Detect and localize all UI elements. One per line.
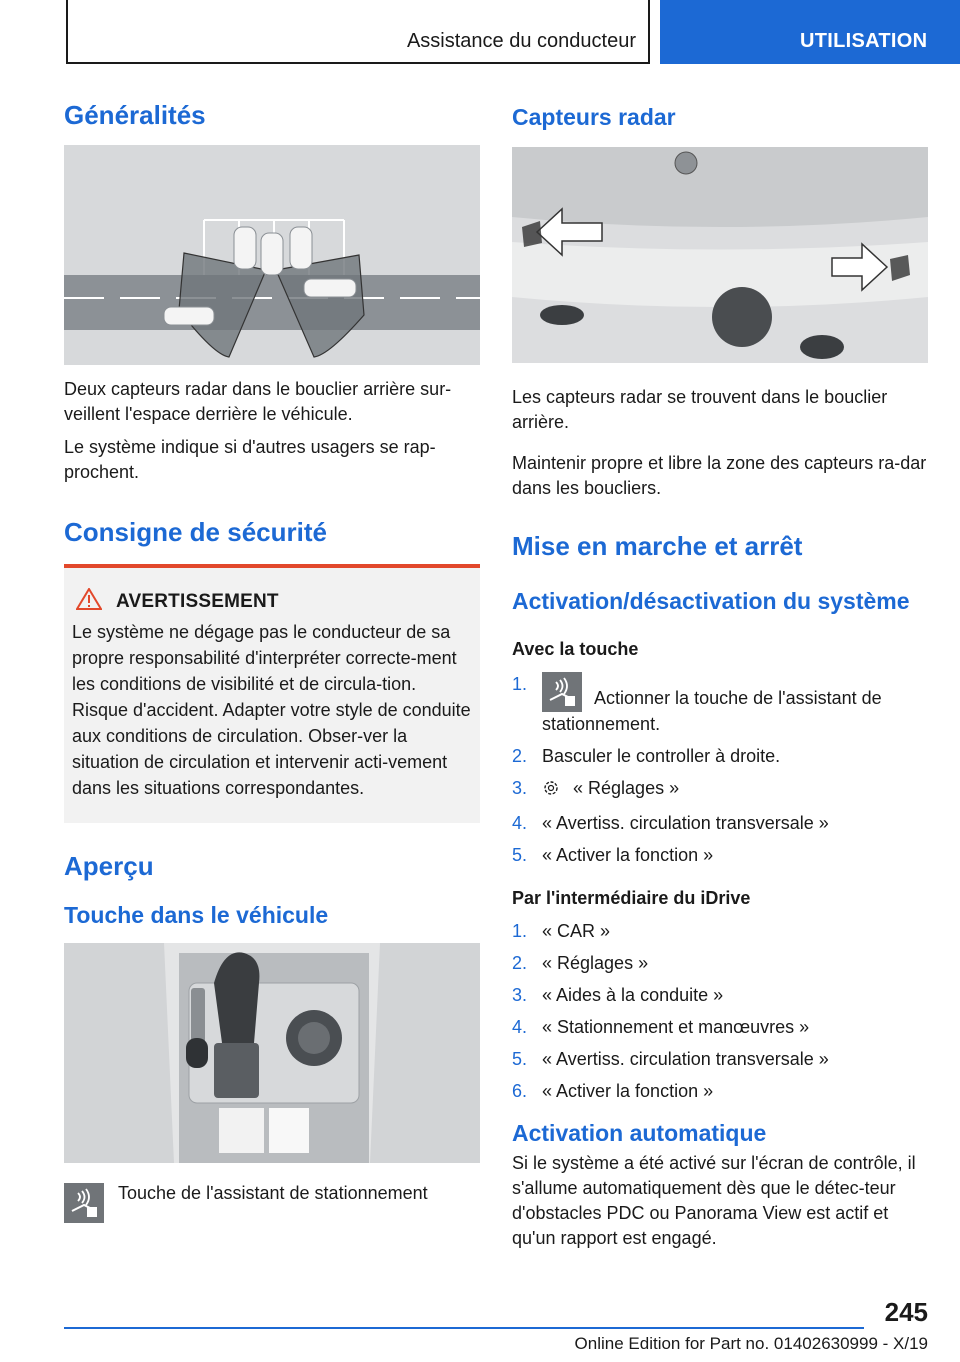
activation-heading: Activation/désactivation du système bbox=[512, 588, 910, 614]
list-item: 2. Basculer le controller à droite. bbox=[512, 746, 781, 766]
general-paragraph-1: Deux capteurs radar dans le bouclier arrière sur-veillent l'espace derrière le véhicule. bbox=[64, 379, 452, 424]
list-item: 4. « Avertiss. circulation transversale » bbox=[512, 813, 829, 833]
header-section-tab[interactable] bbox=[660, 0, 960, 64]
idrive-label: Par l'intermédiaire du iDrive bbox=[512, 888, 751, 908]
radar-paragraph-1: Les capteurs radar se trouvent dans le bouclier arrière. bbox=[512, 387, 888, 432]
with-button-steps bbox=[512, 672, 928, 868]
list-item: 3. « Aides à la conduite » bbox=[512, 985, 724, 1005]
section-label: UTILISATION bbox=[800, 30, 928, 52]
header-chapter-box bbox=[66, 0, 650, 64]
warning-triangle-icon bbox=[76, 588, 102, 615]
with-button-label: Avec la touche bbox=[512, 639, 639, 659]
warning-title: AVERTISSEMENT bbox=[116, 590, 279, 612]
footer-edition: Online Edition for Part no. 01402630999 - X/19 bbox=[574, 1334, 928, 1353]
center-console-svg bbox=[64, 943, 480, 1163]
page-number: 245 bbox=[884, 1297, 928, 1327]
radar-paragraph-2: Maintenir propre et libre la zone des capteurs ra-dar dans les boucliers. bbox=[512, 453, 927, 498]
auto-text: Si le système a été activé sur l'écran de contrôle, il s'allume automatiquement dès que le détec-teur d'obstacles PDC ou Panorama View est actif et qu'un rapport est engagé. bbox=[512, 1153, 916, 1248]
warning-text: Le système ne dégage pas le conducteur de sa propre responsabilité d'interpréter correcte-ment les conditions de visibilité et de circula-tion. Risque d'accident. Adapter votre style de conduite aux conditions de circulation. Obser-ver la situation de circulation et intervenir acti-vement dans les situations correspondantes. bbox=[72, 622, 471, 798]
parking-assistant-key-icon bbox=[542, 672, 582, 712]
parking-radar-illustration bbox=[64, 145, 480, 365]
right-column bbox=[512, 100, 928, 1251]
list-item: 5. « Avertiss. circulation transversale » bbox=[512, 1049, 829, 1069]
radar-heading: Capteurs radar bbox=[512, 104, 676, 130]
rear-bumper-photo bbox=[512, 147, 928, 363]
list-item: 6. « Activer la fonction » bbox=[512, 1081, 714, 1101]
list-item: 1. « CAR » bbox=[512, 921, 611, 941]
warning-box bbox=[64, 564, 480, 823]
parking-assistant-key-icon bbox=[64, 1183, 104, 1223]
list-item: 5. « Activer la fonction » bbox=[512, 845, 714, 865]
footer-divider bbox=[64, 1327, 864, 1329]
center-console-photo bbox=[64, 943, 480, 1163]
general-paragraph-2: Le système indique si d'autres usagers se rap-prochent. bbox=[64, 437, 436, 482]
warning-header bbox=[72, 588, 472, 615]
general-heading: Généralités bbox=[64, 100, 206, 130]
auto-heading: Activation automatique bbox=[512, 1120, 767, 1146]
idrive-steps bbox=[512, 919, 928, 1104]
left-column bbox=[64, 100, 480, 1223]
gear-icon bbox=[542, 779, 560, 804]
chapter-title: Assistance du conducteur bbox=[406, 30, 636, 52]
onoff-heading: Mise en marche et arrêt bbox=[512, 531, 803, 561]
overview-heading: Aperçu bbox=[64, 851, 154, 881]
safety-heading: Consigne de sécurité bbox=[64, 517, 327, 547]
button-caption: Touche de l'assistant de stationnement bbox=[118, 1183, 428, 1203]
button-heading: Touche dans le véhicule bbox=[64, 902, 329, 928]
rear-bumper-svg bbox=[512, 147, 928, 363]
parking-radar-svg bbox=[64, 145, 480, 365]
button-caption-row bbox=[64, 1183, 480, 1223]
list-item: 4. « Stationnement et manœuvres » bbox=[512, 1017, 810, 1037]
list-item: 1. Actionner la touche de l'assistant de stationnement. bbox=[512, 674, 882, 734]
list-item: 3. « Réglages » bbox=[512, 776, 928, 804]
list-item: 2. « Réglages » bbox=[512, 953, 649, 973]
